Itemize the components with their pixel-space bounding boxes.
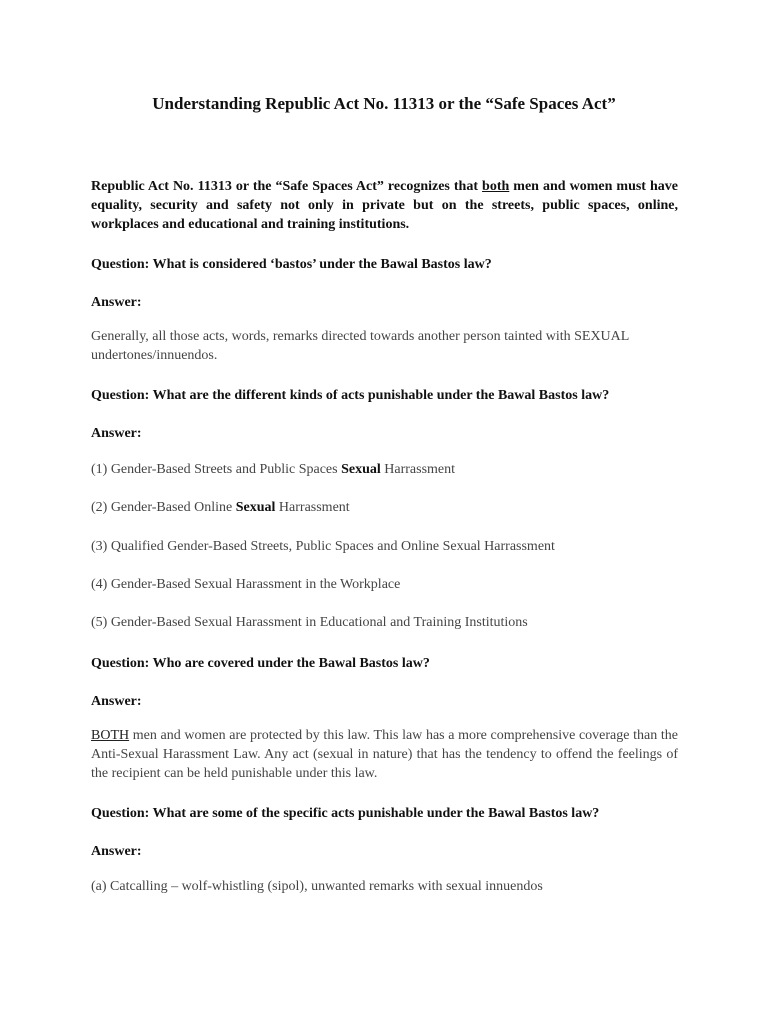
- list-item-text: (3) Qualified Gender-Based Streets, Public Spaces and Online Sexual Harrassment: [91, 539, 555, 554]
- answer-1-label: Answer:: [91, 295, 142, 310]
- answer-4-label: Answer:: [91, 844, 142, 859]
- answer-3-label: Answer:: [91, 694, 142, 709]
- list-item-text: (5) Gender-Based Sexual Harassment in Educational and Training Institutions: [91, 615, 528, 630]
- list-item-text-end: Harrassment: [275, 500, 350, 515]
- intro-paragraph: [91, 177, 678, 234]
- document-title: Understanding Republic Act No. 11313 or the “Safe Spaces Act”: [152, 94, 616, 113]
- answer-3-text: [91, 726, 678, 783]
- list-item-text: (4) Gender-Based Sexual Harassment in the Workplace: [91, 577, 401, 592]
- question-4: Question: What are some of the specific acts punishable under the Bawal Bastos law?: [91, 806, 600, 821]
- answer-2-label: Answer:: [91, 426, 142, 441]
- list-item: [91, 613, 678, 632]
- list-item-bold: Sexual: [341, 462, 381, 477]
- list-item: [91, 498, 678, 517]
- list-item: [91, 575, 678, 594]
- intro-text-start: Republic Act No. 11313 or the “Safe Spaces Act” recognizes that: [91, 179, 483, 194]
- answer-4-item: (a) Catcalling – wolf-whistling (sipol), unwanted remarks with sexual innuendos: [91, 879, 543, 894]
- question-3: Question: Who are covered under the Bawal Bastos law?: [91, 656, 430, 671]
- list-item: [91, 537, 678, 556]
- list-item-bold: Sexual: [235, 500, 276, 515]
- intro-emphasis-both: both: [482, 179, 510, 194]
- list-item: [91, 460, 678, 479]
- list-item-text-end: Harrassment: [380, 462, 456, 477]
- answer-1-text: Generally, all those acts, words, remarks directed towards another person tainted with SEXUAL undertones/innuendos.: [91, 329, 629, 363]
- list-item-text: (1) Gender-Based Streets and Public Spaces: [91, 462, 342, 477]
- answer-3-emphasis-both: BOTH: [91, 728, 130, 743]
- answer-3-body: men and women are protected by this law. This law has a more comprehensive coverage than the Anti-Sexual Harassment Law. Any act (sexual in nature) that has the tendency to offend the feelings of the recipient can be held punishable under this law.: [91, 728, 678, 781]
- list-item-text: (2) Gender-Based Online: [91, 500, 236, 515]
- question-2: Question: What are the different kinds of acts punishable under the Bawal Bastos law?: [91, 388, 610, 403]
- intro-text-end: men and women must have equality, security and safety not only in private but on the streets, public spaces, online, workplaces and educational and training institutions.: [91, 179, 678, 232]
- question-1: Question: What is considered ‘bastos’ under the Bawal Bastos law?: [91, 257, 492, 272]
